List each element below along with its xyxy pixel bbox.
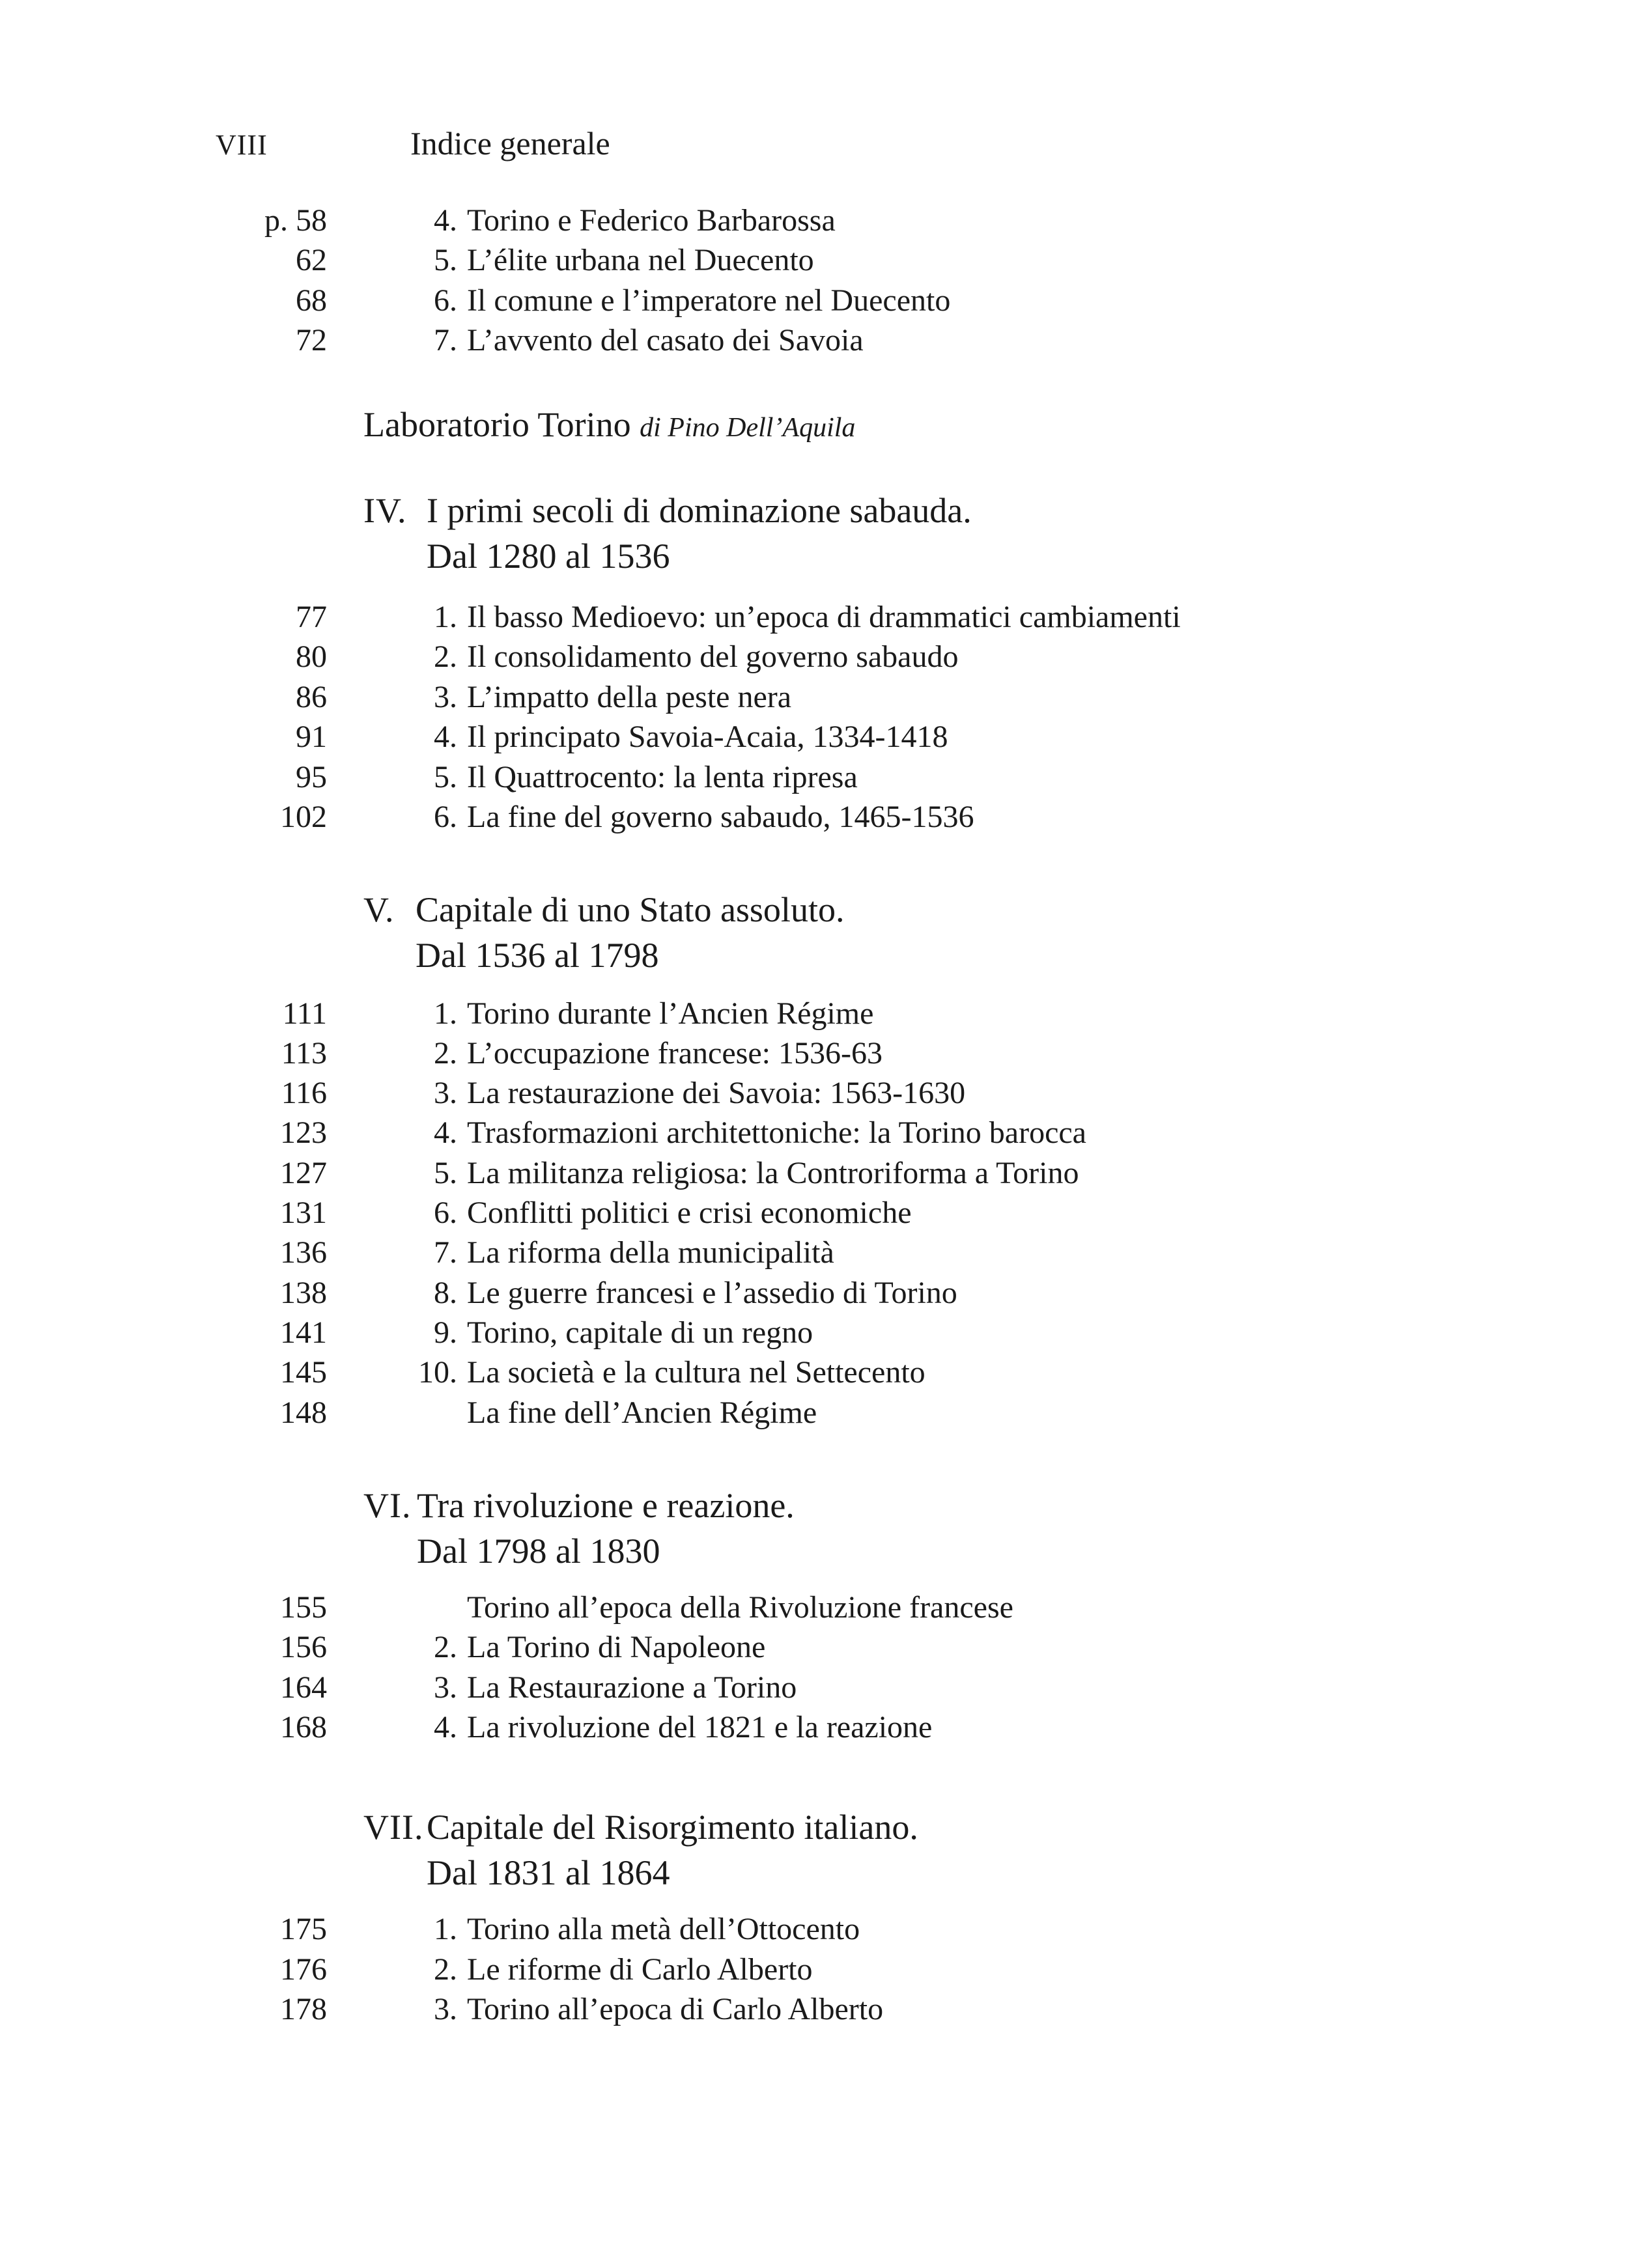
entry-number: 1. (434, 1912, 457, 1946)
entry-title: La rivoluzione del 1821 e la reazione (467, 1710, 933, 1744)
entry-title: Torino durante l’Ancien Régime (467, 996, 874, 1031)
entry-page-number: 62 (296, 243, 327, 277)
entry-number: 6. (434, 800, 457, 834)
entry-number: 5. (434, 1156, 457, 1190)
entry-page-number: 80 (296, 639, 327, 674)
entry-page-number: 155 (280, 1590, 327, 1625)
entry-number: 1. (434, 600, 457, 634)
entry-title: Trasformazioni architettoniche: la Torino barocca (467, 1115, 1086, 1150)
entry-title: Conflitti politici e crisi economiche (467, 1196, 912, 1230)
entry-number: 9. (434, 1315, 457, 1350)
entry-title: La fine dell’Ancien Régime (467, 1395, 817, 1430)
entry-page-number: 95 (296, 760, 327, 794)
entry-page-number: 116 (281, 1076, 327, 1110)
entry-page-number: 175 (280, 1912, 327, 1946)
chapter-title: Capitale del Risorgimento italiano. (427, 1808, 918, 1847)
entry-page-number: 168 (280, 1710, 327, 1744)
header-page-number: VIII (216, 129, 268, 161)
entry-page-number: 141 (280, 1315, 327, 1350)
entry-title: La Restaurazione a Torino (467, 1670, 797, 1705)
entry-page-number: 178 (280, 1992, 327, 2026)
entry-title: Torino all’epoca di Carlo Alberto (467, 1992, 884, 2026)
entry-page-number: 176 (280, 1952, 327, 1987)
entry-title: Il principato Savoia-Acaia, 1334-1418 (467, 720, 948, 754)
entry-title: La fine del governo sabaudo, 1465-1536 (467, 800, 974, 834)
chapter-number: V. (363, 890, 395, 929)
entry-title: La Torino di Napoleone (467, 1630, 766, 1664)
entry-page-number: 77 (296, 600, 327, 634)
entry-title: Le guerre francesi e l’assedio di Torino (467, 1276, 957, 1310)
entry-number: 7. (434, 323, 457, 357)
entry-page-number: 111 (282, 996, 327, 1031)
chapter-title: Tra rivoluzione e reazione. (417, 1486, 795, 1525)
entry-number: 2. (434, 639, 457, 674)
entry-title: La riforma della municipalità (467, 1235, 834, 1270)
entry-number: 7. (434, 1235, 457, 1270)
section-author: di Pino Dell’Aquila (640, 413, 856, 443)
entry-page-number: 138 (280, 1276, 327, 1310)
entry-number: 5. (434, 243, 457, 277)
entry-number: 3. (434, 680, 457, 714)
entry-number: 2. (434, 1630, 457, 1664)
entry-number: 5. (434, 760, 457, 794)
header-title: Indice generale (410, 125, 610, 161)
entry-number: 10. (418, 1355, 457, 1390)
entry-page-number: 156 (280, 1630, 327, 1664)
entry-title: La società e la cultura nel Settecento (467, 1355, 926, 1390)
entry-number: 6. (434, 1196, 457, 1230)
entry-page-number: 113 (281, 1036, 327, 1071)
section-heading (363, 407, 855, 442)
entry-page-number: 86 (296, 680, 327, 714)
entry-page-number: p. 58 (264, 203, 327, 238)
entry-title: L’occupazione francese: 1536-63 (467, 1036, 883, 1071)
chapter-title: Capitale di uno Stato assoluto. (416, 890, 845, 929)
entry-title: Torino, capitale di un regno (467, 1315, 813, 1350)
entry-number: 2. (434, 1952, 457, 1987)
chapter-subtitle: Dal 1798 al 1830 (417, 1532, 660, 1571)
chapter-subtitle: Dal 1280 al 1536 (427, 537, 670, 576)
entry-number: 4. (434, 720, 457, 754)
entry-number: 2. (434, 1036, 457, 1071)
entry-page-number: 148 (280, 1395, 327, 1430)
entry-title: L’impatto della peste nera (467, 680, 792, 714)
entry-number: 8. (434, 1276, 457, 1310)
entry-page-number: 72 (296, 323, 327, 357)
entry-number: 3. (434, 1076, 457, 1110)
entry-title: L’élite urbana nel Duecento (467, 243, 814, 277)
entry-page-number: 123 (280, 1115, 327, 1150)
entry-number: 3. (434, 1670, 457, 1705)
entry-page-number: 127 (280, 1156, 327, 1190)
entry-number: 4. (434, 1710, 457, 1744)
entry-title: Il consolidamento del governo sabaudo (467, 639, 959, 674)
entry-page-number: 131 (280, 1196, 327, 1230)
entry-number: 4. (434, 203, 457, 238)
chapter-subtitle: Dal 1536 al 1798 (416, 936, 659, 975)
entry-page-number: 91 (296, 720, 327, 754)
chapter-title: I primi secoli di dominazione sabauda. (427, 491, 972, 530)
entry-page-number: 136 (280, 1235, 327, 1270)
entry-page-number: 164 (280, 1670, 327, 1705)
entry-title: Il Quattrocento: la lenta ripresa (467, 760, 858, 794)
entry-title: Le riforme di Carlo Alberto (467, 1952, 813, 1987)
entry-number: 4. (434, 1115, 457, 1150)
chapter-subtitle: Dal 1831 al 1864 (427, 1853, 670, 1892)
entry-title: Torino alla metà dell’Ottocento (467, 1912, 860, 1946)
entry-page-number: 145 (280, 1355, 327, 1390)
section-title: Laboratorio Torino (363, 405, 631, 444)
chapter-number: IV. (363, 491, 407, 530)
chapter-number: VII. (363, 1808, 424, 1847)
entry-title: L’avvento del casato dei Savoia (467, 323, 864, 357)
entry-title: Il basso Medioevo: un’epoca di drammatici cambiamenti (467, 600, 1181, 634)
entry-number: 1. (434, 996, 457, 1031)
chapter-number: VI. (363, 1486, 412, 1525)
entry-title: Torino all’epoca della Rivoluzione francese (467, 1590, 1013, 1625)
entry-number: 3. (434, 1992, 457, 2026)
entry-title: Il comune e l’imperatore nel Duecento (467, 283, 951, 318)
entry-title: La restaurazione dei Savoia: 1563-1630 (467, 1076, 966, 1110)
entry-number: 6. (434, 283, 457, 318)
entry-page-number: 68 (296, 283, 327, 318)
entry-page-number: 102 (280, 800, 327, 834)
entry-title: Torino e Federico Barbarossa (467, 203, 836, 238)
entry-title: La militanza religiosa: la Controriforma a Torino (467, 1156, 1079, 1190)
